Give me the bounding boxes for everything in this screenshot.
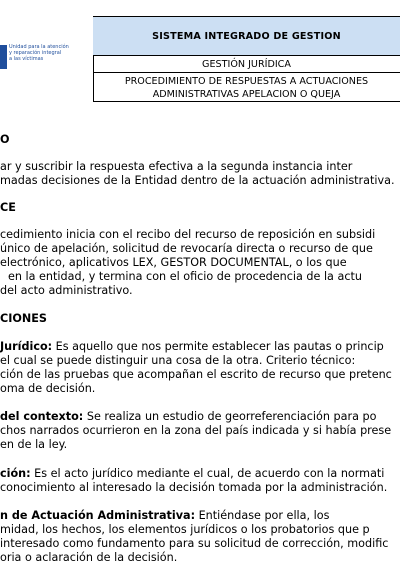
- definition-item: [0, 340, 384, 354]
- section-heading-objetivo: O: [0, 133, 10, 146]
- logo-text: Unidad para la atención y reparación integral a las víctimas: [9, 44, 69, 62]
- section-heading-alcance: CE: [0, 201, 16, 214]
- definition-term: ción:: [0, 467, 31, 480]
- system-title: SISTEMA INTEGRADO DE GESTION: [93, 16, 400, 56]
- objetivo-line: madas decisiones de la Entidad dentro de la actuación administrativa.: [0, 174, 395, 187]
- definition-line: ción de las pruebas que acompañan el escrito de recurso que pretenc: [0, 368, 392, 381]
- alcance-line: en la entidad, y termina con el oficio de procedencia de la actu: [8, 270, 362, 283]
- definition-line: oria o aclaración de la decisión.: [0, 551, 178, 564]
- definition-line: conocimiento al interesado la decisión tomada por la administración.: [0, 481, 388, 494]
- definition-text: Es el acto jurídico mediante el cual, de acuerdo con la normati: [30, 467, 385, 480]
- definition-item: [0, 467, 384, 481]
- definition-line: interesado como fundamento para su solicitud de corrección, modific: [0, 537, 389, 550]
- alcance-line: del acto administrativo.: [0, 284, 133, 297]
- definition-item: [0, 509, 329, 523]
- procedure-title-line1: PROCEDIMIENTO DE RESPUESTAS A ACTUACIONES: [124, 76, 369, 87]
- definition-item: [0, 410, 376, 424]
- objetivo-line: ar y suscribir la respuesta efectiva a la segunda instancia inter: [0, 160, 353, 173]
- definition-term: del contexto:: [0, 410, 84, 423]
- definition-text: Se realiza un estudio de georreferenciación para po: [83, 410, 377, 423]
- definition-line: chos narrados ocurrieron en la zona del país indicada y si había prese: [0, 424, 392, 437]
- definition-term: Jurídico:: [0, 340, 53, 353]
- section-heading-definiciones: CIONES: [0, 312, 47, 325]
- definition-line: en de la ley.: [0, 438, 68, 451]
- alcance-line: único de apelación, solicitud de revocaría directa o recurso de que: [0, 242, 373, 255]
- definition-line: oma de decisión.: [0, 382, 96, 395]
- definition-term: n de Actuación Administrativa:: [0, 509, 196, 522]
- definition-text: Entiéndase por ella, los: [195, 509, 330, 522]
- definition-text: Es aquello que nos permite establecer las pautas o princip: [52, 340, 384, 353]
- definition-line: midad, los hechos, los elementos jurídicos o los probatorios que p: [0, 523, 370, 536]
- area-title: GESTIÓN JURÍDICA: [93, 56, 400, 73]
- alcance-line: electrónico, aplicativos LEX, GESTOR DOCUMENTAL, o los que: [0, 256, 347, 269]
- procedure-title-line2: ADMINISTRATIVAS APELACION O QUEJA: [152, 89, 341, 100]
- alcance-line: cedimiento inicia con el recibo del recurso de reposición en subsidi: [0, 228, 376, 241]
- definition-line: el cual se puede distinguir una cosa de la otra. Criterio técnico:: [0, 354, 356, 367]
